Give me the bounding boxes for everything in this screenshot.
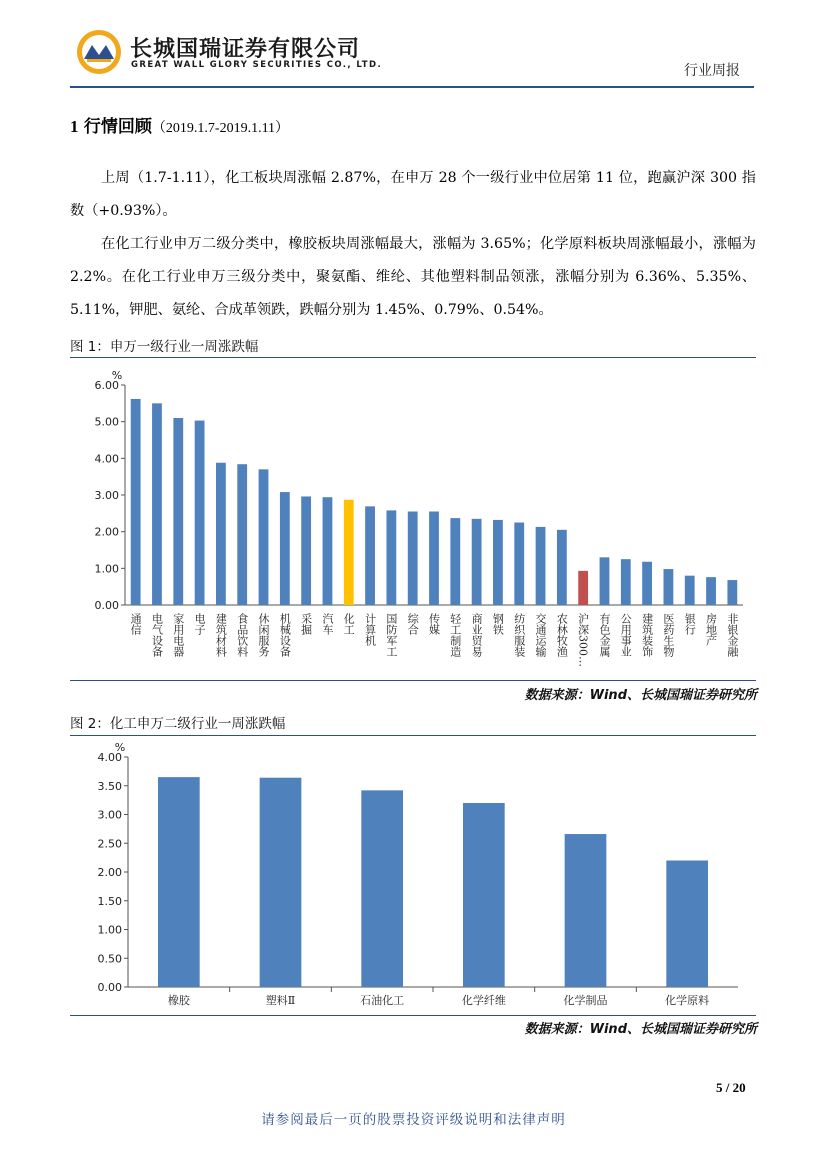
y-tick-label: 4.00 (94, 452, 119, 466)
bar (158, 777, 200, 987)
x-category-label: 食品饮料 (235, 613, 249, 657)
company-name-en: GREAT WALL GLORY SECURITIES CO., LTD. (131, 60, 383, 70)
x-category-label: 电气设备 (150, 613, 164, 657)
y-tick-label: 0.50 (97, 952, 122, 966)
company-name-cn: 长城国瑞证券有限公司 (130, 37, 361, 62)
y-tick-label: 5.00 (94, 415, 119, 429)
x-category-label: 橡胶 (167, 994, 190, 1007)
x-category-label: 建筑材料 (214, 613, 228, 657)
bar (260, 778, 302, 987)
y-tick-label: 3.00 (97, 808, 122, 822)
x-category-label: 采掘 (299, 613, 313, 635)
x-category-label: 通信 (129, 613, 143, 635)
x-category-label: 化学原料 (665, 994, 710, 1007)
x-category-label: 机械设备 (278, 613, 292, 657)
x-category-label: 沪深300… (576, 613, 590, 667)
figure2-title: 图 2：化工申万二级行业一周涨跌幅 (70, 716, 286, 732)
x-category-label: 建筑装饰 (640, 613, 654, 657)
y-tick-label: 0.00 (97, 981, 122, 994)
y-tick-label: 2.00 (94, 525, 119, 539)
x-category-label: 有色金属 (597, 613, 611, 657)
x-category-label: 塑料Ⅱ (265, 994, 296, 1007)
x-category-label: 休闲服务 (257, 613, 271, 657)
report-type-label: 行业周报 (684, 63, 740, 79)
x-category-label: 钢铁 (491, 613, 505, 635)
x-category-label: 化工 (342, 613, 356, 635)
y-axis-unit-label: % (111, 369, 123, 382)
x-category-label: 综合 (406, 613, 420, 635)
x-category-label: 农林牧渔 (555, 613, 569, 657)
figure2-source: 数据来源：Wind、长城国瑞证券研究所 (524, 1022, 757, 1037)
figure1-title: 图 1：申万一级行业一周涨跌幅 (70, 339, 259, 355)
figure2-bottom-rule (70, 1015, 756, 1016)
x-category-label: 轻工制造 (448, 613, 462, 657)
x-category-label: 传媒 (427, 613, 441, 635)
figure1-source: 数据来源：Wind、长城国瑞证券研究所 (524, 688, 757, 703)
bar (463, 803, 505, 987)
section-heading: 行情回顾 (83, 117, 152, 137)
y-tick-label: 2.00 (97, 866, 122, 879)
x-category-label: 银行 (683, 613, 697, 635)
bar (361, 790, 403, 987)
x-category-label: 石油化工 (360, 994, 405, 1007)
y-tick-label: 0.00 (94, 599, 119, 612)
y-tick-label: 1.00 (94, 562, 119, 576)
footer-disclaimer: 请参阅最后一页的股票投资评级说明和法律声明 (261, 1112, 566, 1128)
x-category-label: 商业贸易 (470, 613, 484, 657)
x-category-label: 电子 (193, 613, 207, 635)
y-tick-label: 2.50 (97, 837, 122, 851)
section-number: 1 (70, 117, 79, 136)
bar (565, 834, 607, 987)
x-category-label: 计算机 (363, 613, 377, 646)
x-category-label: 非银金融 (725, 613, 739, 657)
section-date-range: （2019.1.7-2019.1.11） (151, 121, 290, 136)
x-category-label: 化学纤维 (461, 994, 506, 1007)
page-number: 5 / 20 (716, 1080, 746, 1095)
paragraph-weekly-summary: 上周（1.7-1.11），化工板块周涨幅 2.87%，在申万 28 个一级行业中位居第 11 位，跑赢沪深 300 指数（+0.93%）。 (70, 170, 756, 219)
x-category-label: 化学制品 (563, 994, 608, 1007)
x-category-label: 家用电器 (171, 613, 185, 657)
x-category-label: 纺织服装 (512, 613, 526, 657)
x-category-label: 房地产 (704, 613, 718, 646)
y-tick-label: 3.50 (97, 779, 122, 793)
x-category-label: 公用事业 (619, 613, 633, 657)
y-tick-label: 1.00 (97, 923, 122, 937)
y-tick-label: 1.50 (97, 894, 122, 908)
bar (666, 861, 708, 988)
y-tick-label: 6.00 (94, 379, 119, 392)
y-tick-label: 3.00 (94, 489, 119, 502)
x-category-label: 国防军工 (384, 613, 398, 657)
paragraph-subsector-summary: 在化工行业申万二级分类中，橡胶板块周涨幅最大，涨幅为 3.65%；化学原料板块周涨幅最小，涨幅为 2.2%。在化工行业申万三级分类中，聚氨酯、维纶、其他塑料制品领涨，涨幅分别为 6.36%、5.35%、5.11%，钾肥、氨纶、合成革领跌，跌幅分别为 1.45%、0.79%、0.54%。 (70, 236, 756, 318)
x-category-label: 汽车 (320, 613, 334, 635)
y-axis-unit-label: % (114, 741, 126, 754)
x-category-label: 交通运输 (534, 613, 548, 657)
x-category-label: 医药生物 (661, 613, 675, 657)
y-tick-label: 4.00 (97, 751, 122, 764)
